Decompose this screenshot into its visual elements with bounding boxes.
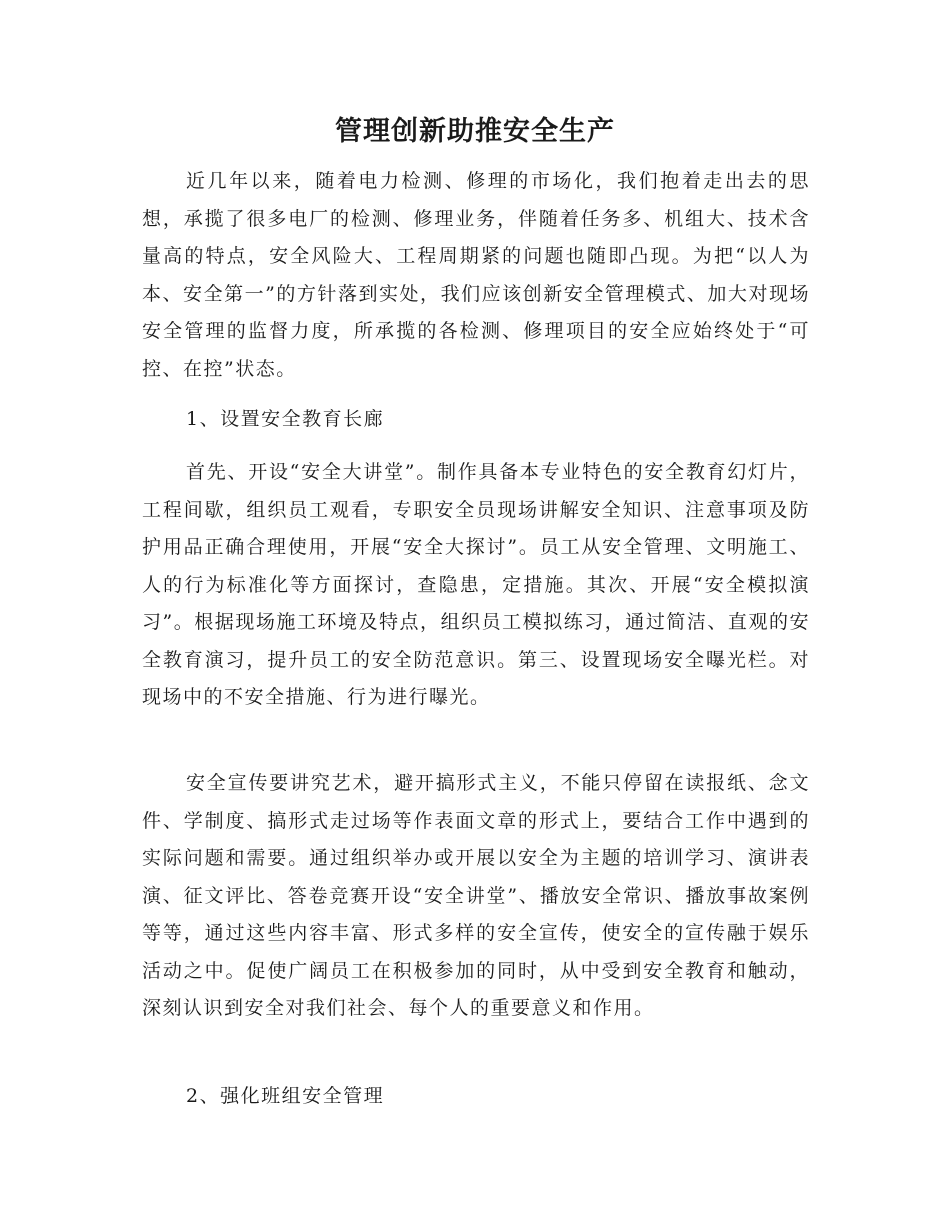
section-2-heading: 2、强化班组安全管理 [186,1085,385,1107]
section-1-heading: 1、设置安全教育长廊 [186,408,385,430]
section-1-paragraph-2: 安全宣传要讲究艺术，避开搞形式主义，不能只停留在读报纸、念文件、学制度、搞形式走过场等作表面文章的形式上，要结合工作中遇到的实际问题和需要。通过组织举办或开展以安全为主题的培训学习、演讲表演、征文评比、答卷竞赛开设“安全讲堂”、播放安全常识、播放事故案例等等，通过这些内容丰富、形式多样的安全宣传，使安全的宣传融于娱乐活动之中。促使广阔员工在积极参加的同时，从中受到安全教育和触动，深刻认识到安全对我们社会、每个人的重要意义和作用。 [142,772,810,1019]
document-title: 管理创新助推安全生产 [335,116,615,147]
section-1-paragraph-1: 首先、开设“安全大讲堂”。制作具备本专业特色的安全教育幻灯片，工程间歇，组织员工观看，专职安全员现场讲解安全知识、注意事项及防护用品正确合理使用，开展“安全大探讨”。员工从安全管理、文明施工、人的行为标准化等方面探讨，查隐患，定措施。其次、开展“安全模拟演习”。根据现场施工环境及特点，组织员工模拟练习，通过简洁、直观的安全教育演习，提升员工的安全防范意识。第三、设置现场安全曝光栏。对现场中的不安全措施、行为进行曝光。 [142,461,810,708]
intro-paragraph: 近几年以来，随着电力检测、修理的市场化，我们抱着走出去的思想，承揽了很多电厂的检测、修理业务，伴随着任务多、机组大、技术含量高的特点，安全风险大、工程周期紧的问题也随即凸现。为把“以人为本、安全第一”的方针落到实处，我们应该创新安全管理模式、加大对现场安全管理的监督力度，所承揽的各检测、修理项目的安全应始终处于“可控、在控”状态。 [142,170,810,380]
